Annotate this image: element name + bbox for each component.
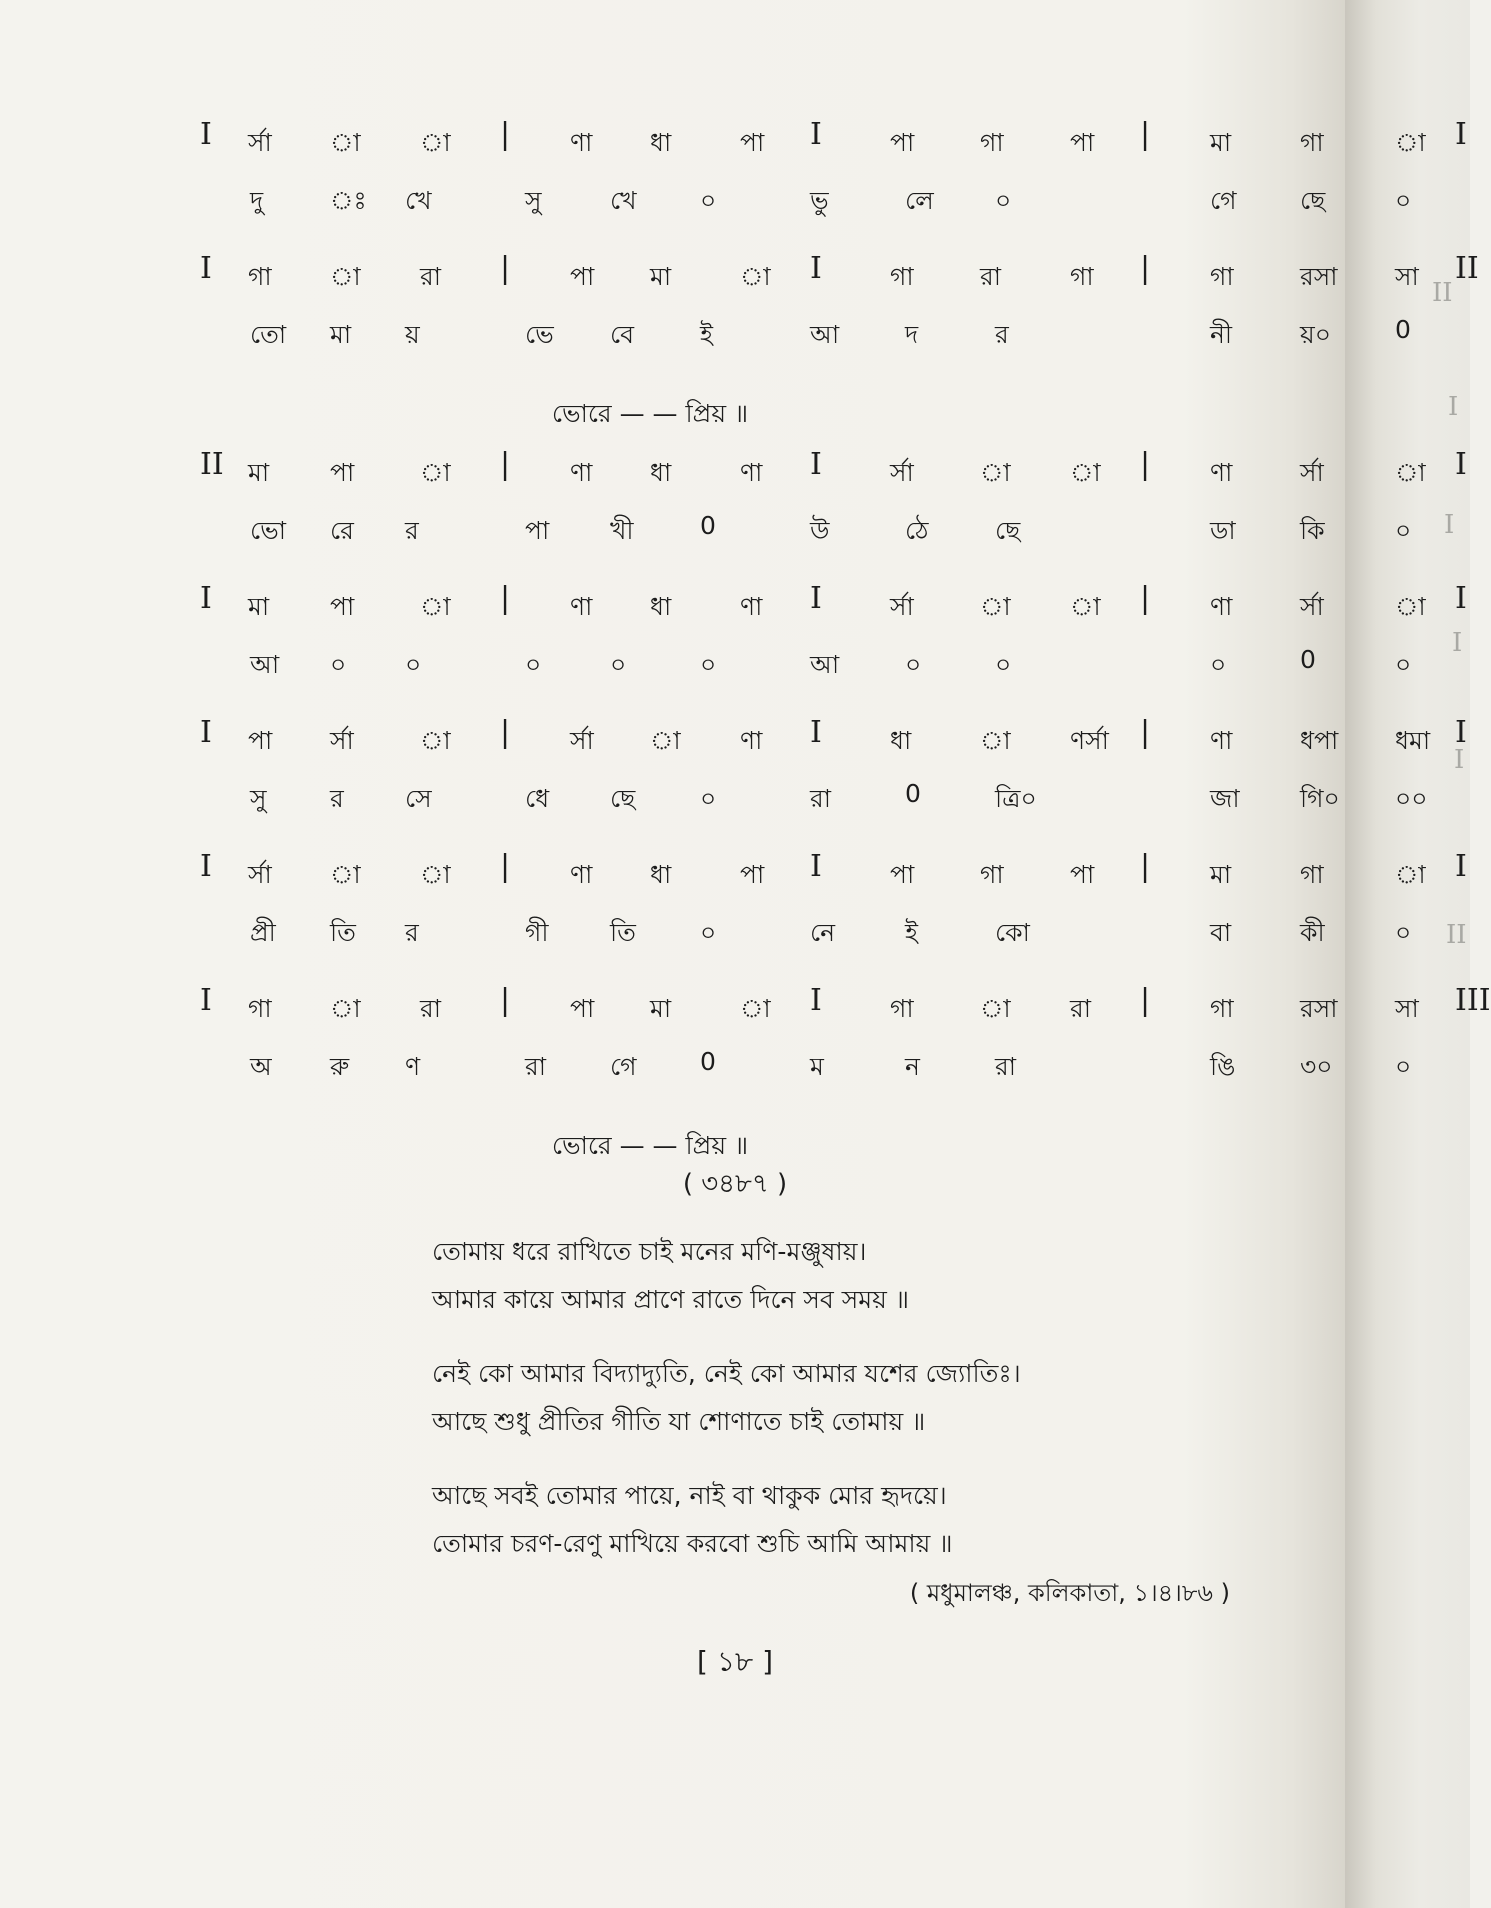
swara-row xyxy=(200,847,1467,905)
bleed-through-mark: II xyxy=(1446,920,1467,950)
lyric-syllable: ০ xyxy=(1395,186,1412,215)
bar-line: I xyxy=(200,983,212,1018)
lyric-syllable: ০ xyxy=(610,650,627,679)
bar-line: I xyxy=(200,581,212,616)
row-gap xyxy=(220,561,1320,579)
lyric-syllable: ০ xyxy=(995,650,1012,679)
row-gap xyxy=(220,365,1320,383)
lyric-stanza xyxy=(432,1228,1021,1324)
lyric-syllable-row xyxy=(220,173,1412,231)
swara-row xyxy=(200,981,1491,1039)
bar-line: I xyxy=(1455,715,1467,750)
swara-note: া xyxy=(650,726,681,755)
swara-note: া xyxy=(330,860,361,889)
song-lyrics xyxy=(432,1228,1021,1594)
swara-row xyxy=(200,115,1467,173)
lyric-line: তোমার চরণ-রেণু মাখিয়ে করবো শুচি আমি আমায় ॥ xyxy=(432,1529,953,1558)
swara-note: া xyxy=(420,860,451,889)
swara-note: ধা xyxy=(890,726,912,755)
bar-line: | xyxy=(500,581,511,616)
lyric-syllable: তো xyxy=(250,320,287,349)
swaralipi-notation xyxy=(200,115,1491,1177)
lyric-syllable: 0 xyxy=(1395,315,1411,344)
lyric-syllable: ০ xyxy=(700,784,717,813)
refrain-line: ভোরে — — প্রিয় ॥ xyxy=(551,1131,749,1160)
lyric-syllable: তি xyxy=(610,918,636,947)
composition-source: ( মধুমালঞ্চ, কলিকাতা, ১।৪।৮৬ ) xyxy=(909,1579,1230,1607)
lyric-syllable: ত্রি০ xyxy=(995,784,1037,813)
lyric-syllable: ০ xyxy=(905,650,922,679)
lyric-syllable: আ xyxy=(810,320,840,349)
lyric-syllable: ছে xyxy=(995,516,1021,545)
lyric-syllable: ভো xyxy=(250,516,287,545)
lyric-syllable-row xyxy=(220,1039,1412,1097)
swara-note: গা xyxy=(1210,262,1234,291)
swara-note: া xyxy=(420,592,451,621)
swara-note: মা xyxy=(1210,128,1232,157)
swara-note: ধা xyxy=(650,128,672,157)
lyric-syllable: কী xyxy=(1300,918,1325,947)
swara-note: ণা xyxy=(570,128,593,157)
bar-line: I xyxy=(1455,117,1467,152)
lyric-syllable: উ xyxy=(810,516,830,545)
lyric-syllable: র xyxy=(995,320,1009,349)
row-gap xyxy=(220,1097,1320,1115)
bar-line: | xyxy=(1140,849,1151,884)
lyric-syllable: প্রী xyxy=(250,918,276,947)
lyric-syllable: ০ xyxy=(700,918,717,947)
lyric-line: আছে সবই তোমার পায়ে, নাই বা থাকুক মোর হৃদয়ে। xyxy=(432,1481,947,1510)
swara-note: া xyxy=(1395,592,1426,621)
lyric-syllable-row xyxy=(220,307,1411,365)
swara-note: া xyxy=(330,994,361,1023)
lyric-syllable: লে xyxy=(905,186,934,215)
swara-note: া xyxy=(1395,128,1426,157)
row-gap xyxy=(220,963,1320,981)
swara-note: ণা xyxy=(570,860,593,889)
song-number: ( ৩৪৮৭ ) xyxy=(682,1169,788,1199)
swara-note: া xyxy=(980,458,1011,487)
swara-note: া xyxy=(420,726,451,755)
lyric-syllable: খে xyxy=(610,186,637,215)
lyric-syllable: ই xyxy=(905,918,919,947)
lyric-syllable: ৩০ xyxy=(1300,1052,1333,1081)
swara-note: গা xyxy=(1300,860,1324,889)
bar-line: II xyxy=(1455,251,1479,286)
lyric-syllable: ঙি xyxy=(1210,1052,1236,1081)
swara-note: পা xyxy=(248,726,273,755)
swara-note: ণা xyxy=(1210,458,1233,487)
swara-note: সা xyxy=(1395,994,1419,1023)
swara-note: া xyxy=(740,262,771,291)
lyric-syllable: ভু xyxy=(810,186,829,215)
lyric-syllable: কি xyxy=(1300,516,1325,545)
swara-note: া xyxy=(330,262,361,291)
lyric-syllable: রে xyxy=(330,516,354,545)
bleed-through-mark: II xyxy=(1432,278,1453,308)
bleed-through-mark: I xyxy=(1444,510,1455,540)
swara-note: া xyxy=(980,592,1011,621)
lyric-line: তোমায় ধরে রাখিতে চাই মনের মণি-মঞ্জুষায়। xyxy=(432,1237,867,1266)
swara-note: গা xyxy=(890,262,914,291)
swara-note: রা xyxy=(420,262,442,291)
lyric-syllable: ০ xyxy=(700,186,717,215)
swara-note: গা xyxy=(980,860,1004,889)
bar-line: I xyxy=(810,117,822,152)
lyric-syllable: 0 xyxy=(905,779,921,808)
lyric-syllable: ০০ xyxy=(1395,784,1428,813)
bar-line: I xyxy=(200,849,212,884)
swara-row xyxy=(200,713,1467,771)
row-gap xyxy=(220,231,1320,249)
swara-note: ধমা xyxy=(1395,726,1431,755)
lyric-syllable: রা xyxy=(525,1052,547,1081)
lyric-syllable: অ xyxy=(250,1052,272,1081)
lyric-syllable: বে xyxy=(610,320,635,349)
swara-note: রা xyxy=(980,262,1002,291)
swara-note: া xyxy=(740,994,771,1023)
page-number: [ ১৮ ] xyxy=(697,1645,773,1678)
bar-line: | xyxy=(1140,251,1151,286)
swara-note: ণর্সা xyxy=(1070,726,1109,755)
swara-note: রসা xyxy=(1300,262,1338,291)
swara-note: পা xyxy=(1070,860,1095,889)
swara-note: মা xyxy=(248,592,270,621)
swara-note: া xyxy=(980,726,1011,755)
lyric-syllable: জা xyxy=(1210,784,1240,813)
bleed-through-mark: I xyxy=(1452,628,1463,658)
lyric-syllable: ভে xyxy=(525,320,554,349)
lyric-syllable: ০ xyxy=(1395,1052,1412,1081)
bar-line: | xyxy=(500,117,511,152)
lyric-syllable: গে xyxy=(610,1052,637,1081)
lyric-syllable-row xyxy=(220,771,1428,829)
bar-line: | xyxy=(500,983,511,1018)
swara-note: ধা xyxy=(650,592,672,621)
lyric-syllable: ০ xyxy=(525,650,542,679)
swara-note: া xyxy=(1395,458,1426,487)
swara-note: র্সা xyxy=(890,592,914,621)
lyric-syllable: দু xyxy=(250,186,264,215)
lyric-syllable: ০ xyxy=(1395,918,1412,947)
swara-row xyxy=(200,445,1467,503)
bar-line: I xyxy=(200,117,212,152)
lyric-line: নেই কো আমার বিদ্যাদ্যুতি, নেই কো আমার যশের জ্যোতিঃ। xyxy=(432,1359,1021,1388)
lyric-syllable: রা xyxy=(995,1052,1017,1081)
lyric-syllable: ০ xyxy=(1210,650,1227,679)
bar-line: | xyxy=(1140,983,1151,1018)
swara-note: ণা xyxy=(570,592,593,621)
bar-line: | xyxy=(1140,715,1151,750)
swara-note: র্সা xyxy=(248,860,272,889)
lyric-stanza xyxy=(432,1350,1021,1446)
bar-line: I xyxy=(810,715,822,750)
swara-note: সা xyxy=(1395,262,1419,291)
lyric-syllable: ঃ xyxy=(330,186,367,215)
lyric-syllable-row xyxy=(220,637,1412,695)
lyric-syllable: আ xyxy=(810,650,840,679)
lyric-syllable: ০ xyxy=(995,186,1012,215)
lyric-syllable: ধে xyxy=(525,784,550,813)
swara-note: রসা xyxy=(1300,994,1338,1023)
bar-line: | xyxy=(1140,117,1151,152)
lyric-syllable: র xyxy=(405,918,419,947)
lyric-syllable: খে xyxy=(405,186,432,215)
swara-row xyxy=(200,249,1479,307)
lyric-syllable: ন xyxy=(905,1052,920,1081)
lyric-syllable: রা xyxy=(810,784,832,813)
bar-line: I xyxy=(1455,447,1467,482)
lyric-syllable: দ xyxy=(905,320,919,349)
lyric-syllable: গে xyxy=(1210,186,1237,215)
lyric-syllable: গী xyxy=(525,918,549,947)
swara-note: া xyxy=(1070,458,1101,487)
lyric-syllable: 0 xyxy=(700,1047,716,1076)
swara-note: গা xyxy=(1300,128,1324,157)
swara-note: র্সা xyxy=(248,128,272,157)
swara-note: পা xyxy=(890,860,915,889)
lyric-syllable: য়০ xyxy=(1300,320,1331,349)
swara-note: পা xyxy=(740,128,765,157)
swara-note: পা xyxy=(1070,128,1095,157)
swara-note: পা xyxy=(330,592,355,621)
lyric-syllable: সু xyxy=(250,784,267,813)
lyric-syllable: ০ xyxy=(1395,516,1412,545)
bar-line: I xyxy=(200,715,212,750)
swara-note: র্সা xyxy=(570,726,594,755)
swara-note: ধা xyxy=(650,458,672,487)
swara-note: পা xyxy=(890,128,915,157)
lyric-syllable: ই xyxy=(700,320,714,349)
swara-note: গা xyxy=(890,994,914,1023)
swara-note: মা xyxy=(650,994,672,1023)
lyric-syllable: রু xyxy=(330,1052,350,1081)
bar-line: | xyxy=(1140,447,1151,482)
swara-note: ণা xyxy=(1210,726,1233,755)
swara-note: গা xyxy=(980,128,1004,157)
lyric-syllable: ণ xyxy=(405,1052,421,1081)
swara-note: মা xyxy=(1210,860,1232,889)
swara-note: ণা xyxy=(570,458,593,487)
bar-line: I xyxy=(200,251,212,286)
bar-line: I xyxy=(810,983,822,1018)
swara-note: র্সা xyxy=(1300,592,1324,621)
swara-note: ধপা xyxy=(1300,726,1339,755)
bar-line: II xyxy=(200,447,224,482)
lyric-syllable: ডা xyxy=(1210,516,1236,545)
swara-note: ণা xyxy=(740,726,763,755)
lyric-syllable: ছে xyxy=(610,784,636,813)
bar-line: I xyxy=(810,251,822,286)
lyric-syllable: গি০ xyxy=(1300,784,1340,813)
lyric-stanza xyxy=(432,1472,1021,1568)
bar-line: I xyxy=(1455,849,1467,884)
lyric-syllable: য় xyxy=(405,320,420,349)
lyric-syllable: কো xyxy=(995,918,1030,947)
swara-note: মা xyxy=(248,458,270,487)
lyric-syllable: পা xyxy=(525,516,550,545)
swara-note: গা xyxy=(1070,262,1094,291)
lyric-syllable: খী xyxy=(610,516,634,545)
swara-note: ধা xyxy=(650,860,672,889)
bleed-through-mark: I xyxy=(1454,745,1465,775)
swara-note: ণা xyxy=(1210,592,1233,621)
lyric-syllable: র xyxy=(405,516,419,545)
swara-note: ণা xyxy=(740,458,763,487)
row-gap xyxy=(220,829,1320,847)
swara-row xyxy=(200,579,1467,637)
lyric-syllable: র xyxy=(330,784,344,813)
lyric-syllable: তি xyxy=(330,918,356,947)
swara-note: া xyxy=(330,128,361,157)
swara-note: পা xyxy=(330,458,355,487)
lyric-syllable: সু xyxy=(525,186,542,215)
bar-line: | xyxy=(500,447,511,482)
lyric-syllable-row xyxy=(220,905,1412,963)
swara-note: পা xyxy=(570,262,595,291)
lyric-syllable: আ xyxy=(250,650,280,679)
row-gap xyxy=(220,695,1320,713)
swara-note: রা xyxy=(1070,994,1092,1023)
lyric-syllable: ০ xyxy=(1395,650,1412,679)
lyric-line: আমার কায়ে আমার প্রাণে রাতে দিনে সব সময় ॥ xyxy=(432,1285,910,1314)
lyric-syllable: ০ xyxy=(405,650,422,679)
swara-note: র্সা xyxy=(1300,458,1324,487)
bar-line: | xyxy=(500,715,511,750)
lyric-syllable: ঠে xyxy=(905,516,929,545)
swara-note: া xyxy=(420,458,451,487)
lyric-syllable: বা xyxy=(1210,918,1232,947)
swara-note: গা xyxy=(248,262,272,291)
swara-note: া xyxy=(420,128,451,157)
swara-note: পা xyxy=(740,860,765,889)
bar-line: I xyxy=(810,447,822,482)
lyric-syllable: 0 xyxy=(1300,645,1316,674)
swara-note: গা xyxy=(248,994,272,1023)
bar-line: | xyxy=(500,251,511,286)
swara-note: ণা xyxy=(740,592,763,621)
bar-line: I xyxy=(810,581,822,616)
swara-note: া xyxy=(1070,592,1101,621)
swara-note: গা xyxy=(1210,994,1234,1023)
bar-line: | xyxy=(1140,581,1151,616)
bar-line: I xyxy=(1455,581,1467,616)
lyric-syllable: নে xyxy=(810,918,836,947)
bar-line: III xyxy=(1455,983,1491,1018)
lyric-syllable: মা xyxy=(330,320,352,349)
lyric-syllable: নী xyxy=(1210,320,1233,349)
lyric-line: আছে শুধু প্রীতির গীতি যা শোণাতে চাই তোমায় ॥ xyxy=(432,1407,926,1436)
lyric-syllable: ০ xyxy=(330,650,347,679)
lyric-syllable: 0 xyxy=(700,511,716,540)
swara-note: া xyxy=(1395,860,1426,889)
bleed-through-mark: I xyxy=(1448,392,1459,422)
lyric-syllable: ছে xyxy=(1300,186,1326,215)
bar-line: | xyxy=(500,849,511,884)
lyric-syllable: ০ xyxy=(700,650,717,679)
lyric-syllable: ম xyxy=(810,1052,824,1081)
lyric-syllable-row xyxy=(220,503,1412,561)
lyric-syllable: সে xyxy=(405,784,432,813)
bar-line: I xyxy=(810,849,822,884)
swara-note: রা xyxy=(420,994,442,1023)
swara-note: া xyxy=(980,994,1011,1023)
swara-note: পা xyxy=(570,994,595,1023)
swara-note: মা xyxy=(650,262,672,291)
refrain-line: ভোরে — — প্রিয় ॥ xyxy=(551,399,749,428)
swara-note: র্সা xyxy=(890,458,914,487)
swara-note: র্সা xyxy=(330,726,354,755)
